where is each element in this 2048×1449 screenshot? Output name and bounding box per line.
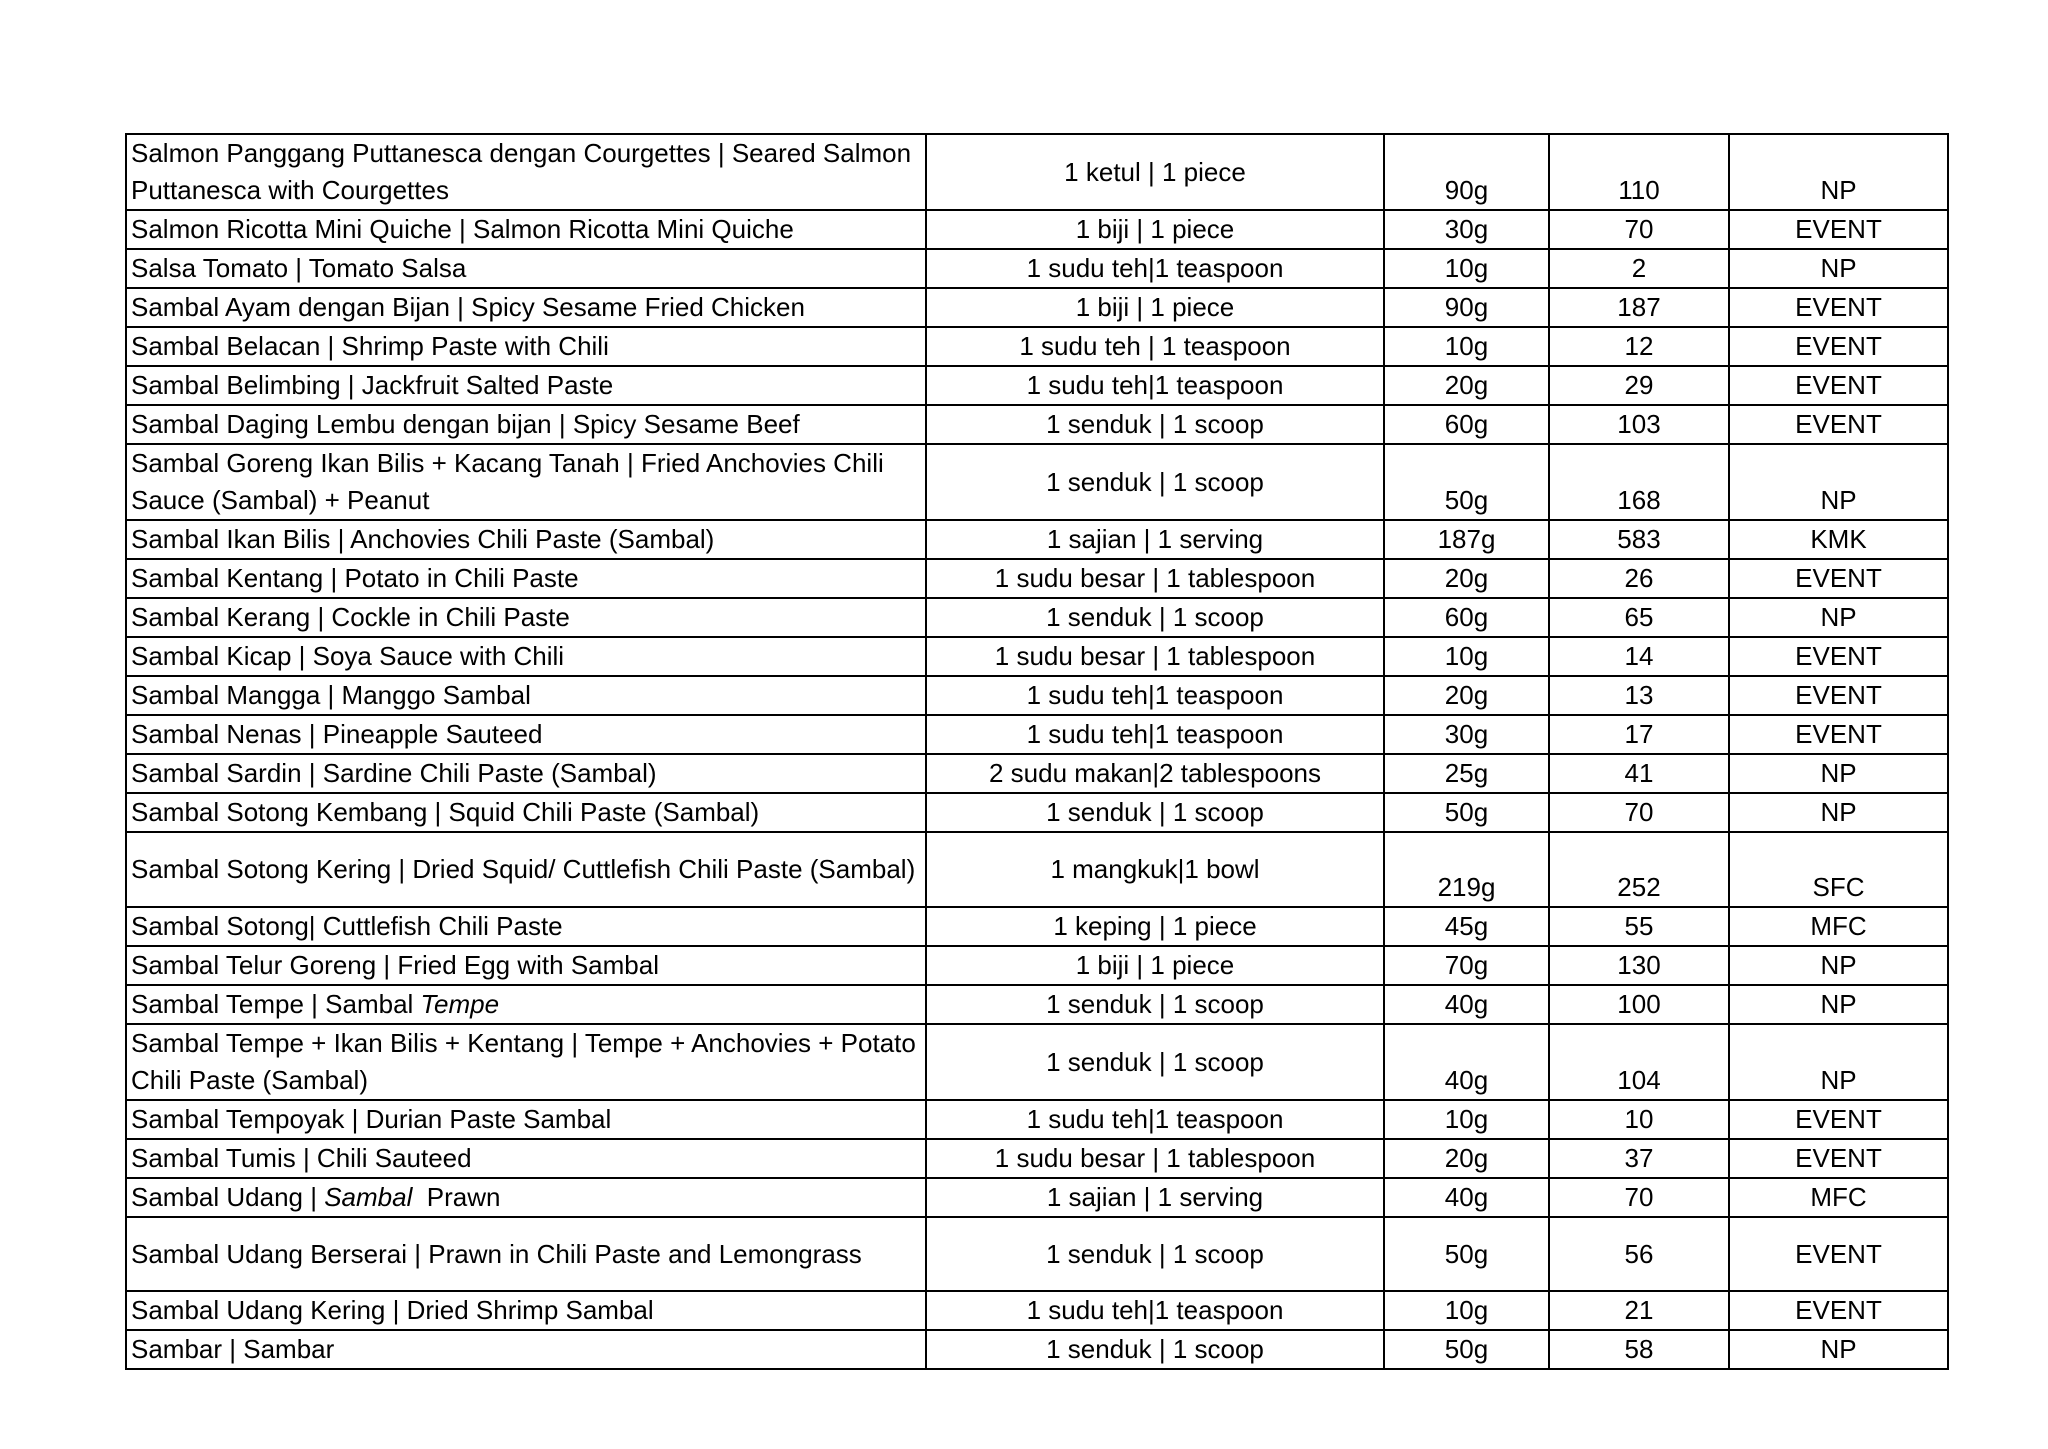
calorie-cell: 2 [1549,249,1729,288]
calorie-cell: 13 [1549,676,1729,715]
calorie-cell: 17 [1549,715,1729,754]
weight-cell: 25g [1384,754,1549,793]
weight-cell: 10g [1384,1100,1549,1139]
calorie-cell: 58 [1549,1330,1729,1369]
table-row [126,1139,1948,1178]
food-name-cell: Salsa Tomato | Tomato Salsa [126,249,926,288]
table-row [126,676,1948,715]
food-name-cell: Sambal Mangga | Manggo Sambal [126,676,926,715]
food-name-text: Sambal Tempe | Sambal [131,989,421,1019]
source-cell: KMK [1729,520,1948,559]
food-name-text: Prawn [412,1182,501,1212]
table-row [126,327,1948,366]
table-row [126,598,1948,637]
calorie-cell: 14 [1549,637,1729,676]
table-row [126,754,1948,793]
food-name-cell: Salmon Ricotta Mini Quiche | Salmon Ricotta Mini Quiche [126,210,926,249]
weight-cell: 50g [1384,444,1549,520]
weight-cell: 90g [1384,288,1549,327]
source-cell: EVENT [1729,366,1948,405]
table-row [126,210,1948,249]
portion-cell: 1 sudu teh | 1 teaspoon [926,327,1384,366]
food-name-cell: Sambal Tempe + Ikan Bilis + Kentang | Tempe + Anchovies + Potato Chili Paste (Sambal) [126,1024,926,1100]
weight-cell: 60g [1384,598,1549,637]
calorie-cell: 130 [1549,946,1729,985]
food-name-cell: Sambal Udang Berserai | Prawn in Chili Paste and Lemongrass [126,1217,926,1291]
source-cell: NP [1729,598,1948,637]
food-name-cell: Sambal Sotong Kembang | Squid Chili Paste (Sambal) [126,793,926,832]
source-cell: EVENT [1729,288,1948,327]
table-row [126,946,1948,985]
portion-cell: 1 sudu teh|1 teaspoon [926,1291,1384,1330]
food-name-cell [126,1178,926,1217]
food-name-cell: Sambal Tumis | Chili Sauteed [126,1139,926,1178]
portion-cell: 1 ketul | 1 piece [926,134,1384,210]
weight-cell: 30g [1384,210,1549,249]
calorie-cell: 583 [1549,520,1729,559]
food-name-cell: Sambal Sardin | Sardine Chili Paste (Sambal) [126,754,926,793]
food-table-body [126,134,1948,1369]
food-name-cell: Sambal Sotong Kering | Dried Squid/ Cuttlefish Chili Paste (Sambal) [126,832,926,907]
portion-cell: 1 mangkuk|1 bowl [926,832,1384,907]
food-name-italic: Tempe [420,989,500,1019]
portion-cell: 1 biji | 1 piece [926,210,1384,249]
source-cell: EVENT [1729,1100,1948,1139]
weight-cell: 50g [1384,793,1549,832]
portion-cell: 1 senduk | 1 scoop [926,793,1384,832]
weight-cell: 40g [1384,985,1549,1024]
weight-cell: 40g [1384,1024,1549,1100]
table-row [126,1100,1948,1139]
weight-cell: 20g [1384,676,1549,715]
source-cell: EVENT [1729,1291,1948,1330]
portion-cell: 1 senduk | 1 scoop [926,598,1384,637]
calorie-cell: 12 [1549,327,1729,366]
food-name-cell: Sambal Telur Goreng | Fried Egg with Sambal [126,946,926,985]
portion-cell: 1 senduk | 1 scoop [926,405,1384,444]
calorie-cell: 187 [1549,288,1729,327]
portion-cell: 1 sudu teh|1 teaspoon [926,676,1384,715]
food-name-cell: Sambal Sotong| Cuttlefish Chili Paste [126,907,926,946]
food-name-cell: Sambal Goreng Ikan Bilis + Kacang Tanah | Fried Anchovies Chili Sauce (Sambal) + Peanut [126,444,926,520]
weight-cell: 219g [1384,832,1549,907]
source-cell: EVENT [1729,1217,1948,1291]
weight-cell: 10g [1384,637,1549,676]
weight-cell: 60g [1384,405,1549,444]
food-name-cell: Sambal Belacan | Shrimp Paste with Chili [126,327,926,366]
weight-cell: 20g [1384,366,1549,405]
table-row [126,134,1948,210]
calorie-cell: 10 [1549,1100,1729,1139]
calorie-cell: 41 [1549,754,1729,793]
table-row [126,715,1948,754]
source-cell: EVENT [1729,405,1948,444]
portion-cell: 1 sudu besar | 1 tablespoon [926,637,1384,676]
source-cell: SFC [1729,832,1948,907]
portion-cell: 1 sudu teh|1 teaspoon [926,1100,1384,1139]
portion-cell: 1 keping | 1 piece [926,907,1384,946]
calorie-cell: 110 [1549,134,1729,210]
source-cell: EVENT [1729,210,1948,249]
food-name-cell: Sambal Kerang | Cockle in Chili Paste [126,598,926,637]
calorie-cell: 70 [1549,210,1729,249]
calorie-cell: 29 [1549,366,1729,405]
weight-cell: 90g [1384,134,1549,210]
source-cell: EVENT [1729,559,1948,598]
portion-cell: 1 biji | 1 piece [926,946,1384,985]
source-cell: NP [1729,249,1948,288]
table-row [126,1024,1948,1100]
calorie-cell: 252 [1549,832,1729,907]
table-row [126,559,1948,598]
source-cell: NP [1729,134,1948,210]
table-row [126,1330,1948,1369]
source-cell: EVENT [1729,676,1948,715]
calorie-cell: 55 [1549,907,1729,946]
table-row [126,1217,1948,1291]
calorie-cell: 100 [1549,985,1729,1024]
weight-cell: 10g [1384,327,1549,366]
calorie-cell: 70 [1549,793,1729,832]
table-row [126,637,1948,676]
calorie-cell: 56 [1549,1217,1729,1291]
source-cell: EVENT [1729,1139,1948,1178]
calorie-cell: 21 [1549,1291,1729,1330]
source-cell: MFC [1729,907,1948,946]
food-name-cell: Sambar | Sambar [126,1330,926,1369]
calorie-cell: 103 [1549,405,1729,444]
calorie-cell: 104 [1549,1024,1729,1100]
portion-cell: 1 sudu teh|1 teaspoon [926,366,1384,405]
portion-cell: 1 senduk | 1 scoop [926,444,1384,520]
portion-cell: 1 sudu teh|1 teaspoon [926,249,1384,288]
food-name-cell: Sambal Ayam dengan Bijan | Spicy Sesame Fried Chicken [126,288,926,327]
food-name-cell: Sambal Kicap | Soya Sauce with Chili [126,637,926,676]
portion-cell: 1 senduk | 1 scoop [926,1024,1384,1100]
source-cell: NP [1729,946,1948,985]
source-cell: NP [1729,1024,1948,1100]
calorie-cell: 70 [1549,1178,1729,1217]
table-row [126,520,1948,559]
portion-cell: 1 sajian | 1 serving [926,520,1384,559]
weight-cell: 187g [1384,520,1549,559]
calorie-cell: 26 [1549,559,1729,598]
source-cell: EVENT [1729,637,1948,676]
calorie-cell: 65 [1549,598,1729,637]
weight-cell: 20g [1384,1139,1549,1178]
food-name-cell: Sambal Udang Kering | Dried Shrimp Sambal [126,1291,926,1330]
table-row [126,444,1948,520]
portion-cell: 1 senduk | 1 scoop [926,985,1384,1024]
source-cell: NP [1729,985,1948,1024]
food-name-cell: Salmon Panggang Puttanesca dengan Courgettes | Seared Salmon Puttanesca with Courgettes [126,134,926,210]
food-name-cell: Sambal Tempoyak | Durian Paste Sambal [126,1100,926,1139]
source-cell: MFC [1729,1178,1948,1217]
source-cell: NP [1729,1330,1948,1369]
table-row [126,793,1948,832]
calorie-cell: 37 [1549,1139,1729,1178]
food-name-cell: Sambal Ikan Bilis | Anchovies Chili Paste (Sambal) [126,520,926,559]
portion-cell: 1 sudu teh|1 teaspoon [926,715,1384,754]
food-table [125,133,1949,1370]
food-name-cell: Sambal Daging Lembu dengan bijan | Spicy Sesame Beef [126,405,926,444]
source-cell: NP [1729,793,1948,832]
food-name-cell: Sambal Kentang | Potato in Chili Paste [126,559,926,598]
source-cell: NP [1729,754,1948,793]
table-row [126,405,1948,444]
table-row [126,907,1948,946]
table-row [126,249,1948,288]
table-row [126,1178,1948,1217]
weight-cell: 45g [1384,907,1549,946]
table-row [126,288,1948,327]
food-name-cell: Sambal Nenas | Pineapple Sauteed [126,715,926,754]
table-row [126,832,1948,907]
portion-cell: 2 sudu makan|2 tablespoons [926,754,1384,793]
weight-cell: 50g [1384,1330,1549,1369]
source-cell: NP [1729,444,1948,520]
portion-cell: 1 biji | 1 piece [926,288,1384,327]
source-cell: EVENT [1729,327,1948,366]
portion-cell: 1 sudu besar | 1 tablespoon [926,559,1384,598]
weight-cell: 10g [1384,1291,1549,1330]
source-cell: EVENT [1729,715,1948,754]
portion-cell: 1 senduk | 1 scoop [926,1330,1384,1369]
food-name-text: Sambal Udang | [131,1182,325,1212]
table-row [126,985,1948,1024]
weight-cell: 30g [1384,715,1549,754]
weight-cell: 50g [1384,1217,1549,1291]
portion-cell: 1 sudu besar | 1 tablespoon [926,1139,1384,1178]
food-name-cell [126,985,926,1024]
weight-cell: 10g [1384,249,1549,288]
calorie-cell: 168 [1549,444,1729,520]
table-row [126,366,1948,405]
portion-cell: 1 senduk | 1 scoop [926,1217,1384,1291]
weight-cell: 20g [1384,559,1549,598]
portion-cell: 1 sajian | 1 serving [926,1178,1384,1217]
table-row [126,1291,1948,1330]
weight-cell: 70g [1384,946,1549,985]
food-name-cell: Sambal Belimbing | Jackfruit Salted Paste [126,366,926,405]
food-name-italic: Sambal [324,1182,413,1212]
weight-cell: 40g [1384,1178,1549,1217]
